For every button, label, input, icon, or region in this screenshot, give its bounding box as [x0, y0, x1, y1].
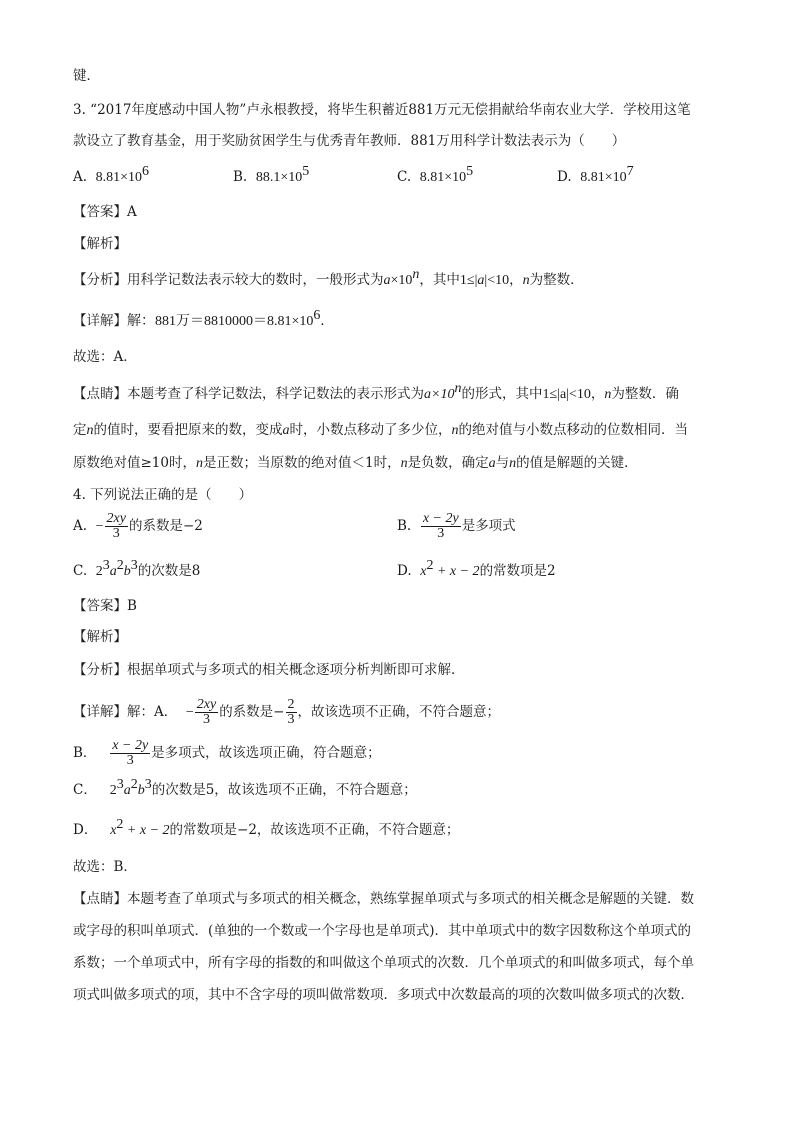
q4-dianjing-line1: 【点睛】本题考查了单项式与多项式的相关概念，熟练掌握单项式与多项式的相关概念是解题的关键．数 [73, 891, 694, 907]
q4-xiangjie-c: C． $2^3a^2b^3$的次数是5，故该选项不正确，不符合题意； [73, 777, 417, 798]
fraction: $\frac{2}{3}$ [287, 697, 295, 727]
q4-analysis-header: 【解析】 [73, 629, 127, 645]
fraction: $\frac{2xy}{3}$ [196, 697, 217, 727]
q4-xiangjie-a: 【详解】解：A． − $\frac{2xy}{3}$ 的系数是− $\frac{2}{3}$ ，故该选项不正确，不符合题意； [73, 697, 500, 727]
q3-stem-line2: 款设立了教育基金，用于奖励贫困学生与优秀青年教师．881万用科学计数法表示为（ ） [73, 133, 626, 149]
q4-conclusion: 故选：B． [73, 859, 137, 875]
q4-stem: 4. 下列说法正确的是（ ） [73, 487, 253, 503]
q4-answer: 【答案】B [73, 598, 137, 614]
q4-option-c: C. $2^3a^2b^3$的次数是8 [73, 558, 201, 579]
fraction: $\frac{x - 2y}{3}$ [422, 511, 459, 541]
q3-option-a: A. $8.81\times 10^6$ [73, 164, 150, 185]
fraction: $\frac{x - 2y}{3}$ [112, 738, 149, 768]
q4-option-d: D. $x^2 + x - 2$的常数项是2 [397, 558, 556, 579]
q3-fenxi: 【分析】用科学记数法表示较大的数时，一般形式为$a\times 10^n$，其中1≤|a|<10，n为整数． [73, 267, 584, 288]
q4-dianjing-line4: 项式叫做多项式的项，其中不含字母的项叫做常数项．多项式中次数最高的项的次数叫做多项式的次数． [73, 987, 694, 1003]
q3-option-c: C. $8.81\times 10^5$ [397, 164, 474, 185]
q3-dianjing-line2: 定n的值时，要看把原来的数，变成a时，小数点移动了多少位，n的绝对值与小数点移动的位数相同．当 [73, 422, 688, 438]
q3-dianjing-line1: 【点睛】本题考查了科学记数法，科学记数法的表示形式为$a\times 10^n$的形式，其中1≤|a|<10，n为整数．确 [73, 381, 679, 402]
q3-option-b: B. $88.1\times 10^5$ [233, 164, 310, 185]
q4-option-b: B. $\frac{x - 2y}{3}$ 是多项式 [397, 511, 516, 541]
q4-xiangjie-b: B． $\frac{x - 2y}{3}$ 是多项式，故该选项正确，符合题意； [73, 738, 381, 768]
q3-dianjing-line3: 原数绝对值≥10时，n是正数；当原数的绝对值＜1时，n是负数，确定a与n的值是解题的关键． [73, 455, 638, 471]
q4-dianjing-line3: 系数；一个单项式中，所有字母的指数的和叫做这个单项式的次数．几个单项式的和叫做多项式，每个单 [73, 955, 694, 971]
q3-xiangjie: 【详解】解：881万$=8810000=8.81\times 10^6$． [73, 308, 334, 329]
q4-dianjing-line2: 或字母的积叫单项式．(单独的一个数或一个字母也是单项式)．其中单项式中的数字因数称这个单项式的 [73, 923, 692, 939]
q4-fenxi: 【分析】根据单项式与多项式的相关概念逐项分析判断即可求解． [73, 662, 465, 678]
q3-conclusion: 故选：A． [73, 349, 137, 365]
fraction: $\frac{2xy}{3}$ [106, 511, 126, 541]
q4-option-a: A. − $\frac{2xy}{3}$ 的系数是−2 [73, 511, 203, 541]
top-fragment: 键． [73, 68, 100, 84]
q3-option-d: D. $8.81\times 10^7$ [557, 164, 634, 185]
q4-xiangjie-d: D． $x^2 + x - 2$的常数项是−2，故该选项不正确，不符合题意； [73, 817, 460, 838]
q3-answer: 【答案】A [73, 204, 137, 220]
q3-stem-line1: 3. “2017年度感动中国人物”卢永根教授，将毕生积蓄近881万元无偿捐献给华南农业大学．学校用这笔 [73, 102, 691, 118]
q3-analysis-header: 【解析】 [73, 236, 127, 252]
